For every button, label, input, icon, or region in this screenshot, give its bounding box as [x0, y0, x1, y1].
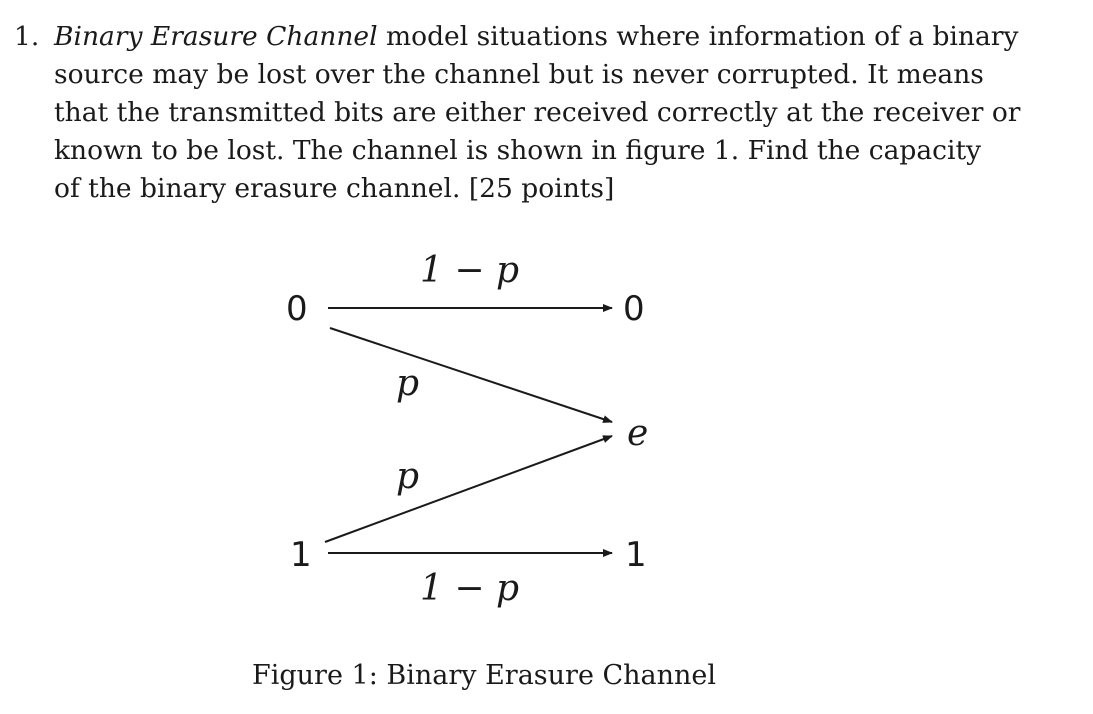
input-1-label: 1 — [290, 535, 312, 575]
problem-line-3: that the transmitted bits are either received correctly at the receiver or — [54, 97, 1021, 128]
problem-line-2: source may be lost over the channel but is never corrupted. It means — [54, 59, 984, 90]
figure-caption: Figure 1: Binary Erasure Channel — [252, 660, 717, 691]
prob-upper-cross-label: p — [396, 363, 420, 404]
problem-line-5: of the binary erasure channel. [25 points] — [54, 173, 615, 204]
problem-title: Binary Erasure Channel — [54, 21, 378, 52]
output-1-label: 1 — [625, 535, 647, 575]
edge-0-to-e — [330, 328, 612, 422]
output-e-label: e — [627, 413, 649, 454]
output-0-label: 0 — [623, 289, 645, 329]
prob-top-label: 1 − p — [420, 250, 519, 291]
problem-number: 1. — [14, 21, 40, 52]
problem-line-4: known to be lost. The channel is shown in figure 1. Find the capacity — [54, 135, 982, 166]
edge-1-to-e — [325, 436, 612, 542]
prob-lower-cross-label: p — [396, 456, 420, 497]
prob-bottom-label: 1 − p — [420, 568, 519, 609]
input-0-label: 0 — [286, 289, 308, 329]
problem-text-1: model situations where information of a binary — [377, 21, 1019, 52]
